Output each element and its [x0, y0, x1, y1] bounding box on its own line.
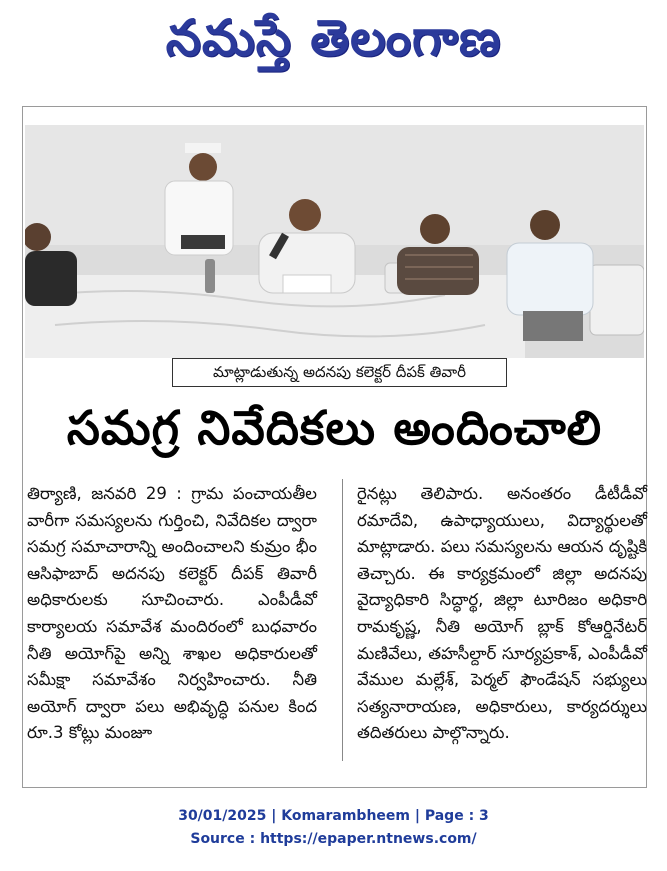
source-link: Source : https://epaper.ntnews.com/ — [190, 831, 477, 847]
article-text-left: తిర్యాణి, జనవరి 29 : గ్రామ పంచాయతీల వారీగా సమస్యలను గుర్తించి, నివేదికల ద్వారా సమగ్ర సమాచారాన్ని అందించాలని కుమ్రం భీం ఆసిఫాబాద్ అదనపు కలెక్టర్ దీపక్ తివారీ అధికారులకు సూచించారు. ఎంపీడీవో కార్యాలయ సమావేశ మందిరంలో బుధవారం నీతి అయోగ్‌పై అన్ని శాఖల అధికారులతో సమీక్షా సమావేశం నిర్వహించారు. నీతి అయోగ్ ద్వారా పలు అభివృద్ధి పనుల కింద రూ.3 కోట్లు మంజూ — [27, 484, 317, 743]
article-clipping — [22, 106, 647, 788]
photo-caption: మాట్లాడుతున్న అదనపు కలెక్టర్ దీపక్ తివారీ — [172, 358, 507, 387]
article-column-right — [357, 481, 647, 747]
article-column-left — [27, 481, 317, 747]
article-text-right: రైనట్లు తెలిపారు. అనంతరం డీటీడీవో రమాదేవి, ఉపాధ్యాయులు, విద్యార్థులతో మాట్లాడారు. పలు సమస్యలను ఆయన దృష్టికి తెచ్చారు. ఈ కార్యక్రమంలో జిల్లా అదనపు వైద్యాధికారి సిద్ధార్థ, జిల్లా టూరిజం అధికారి రామకృష్ణ, నీతి అయోగ్ బ్లాక్ కోఆర్డినేటర్ మణివేలు, తహసీల్దార్ సూర్యప్రకాశ్, ఎంపీడీవో వేముల మల్లేశ్, పెర్మల్ ఫౌండేషన్ సభ్యులు సత్యనారాయణ, అధికారులు, కార్యదర్శులు తదితరులు పాల్గొన్నారు. — [357, 484, 647, 743]
headline: సమగ్ర నివేదికలు అందించాలి — [66, 401, 603, 456]
news-photo — [25, 125, 644, 358]
column-divider — [342, 479, 343, 761]
edition-info: 30/01/2025 | Komarambheem | Page : 3 — [178, 808, 489, 824]
newspaper-logo: నమస్తే తెలంగాణ — [165, 9, 502, 67]
masthead — [0, 0, 667, 80]
